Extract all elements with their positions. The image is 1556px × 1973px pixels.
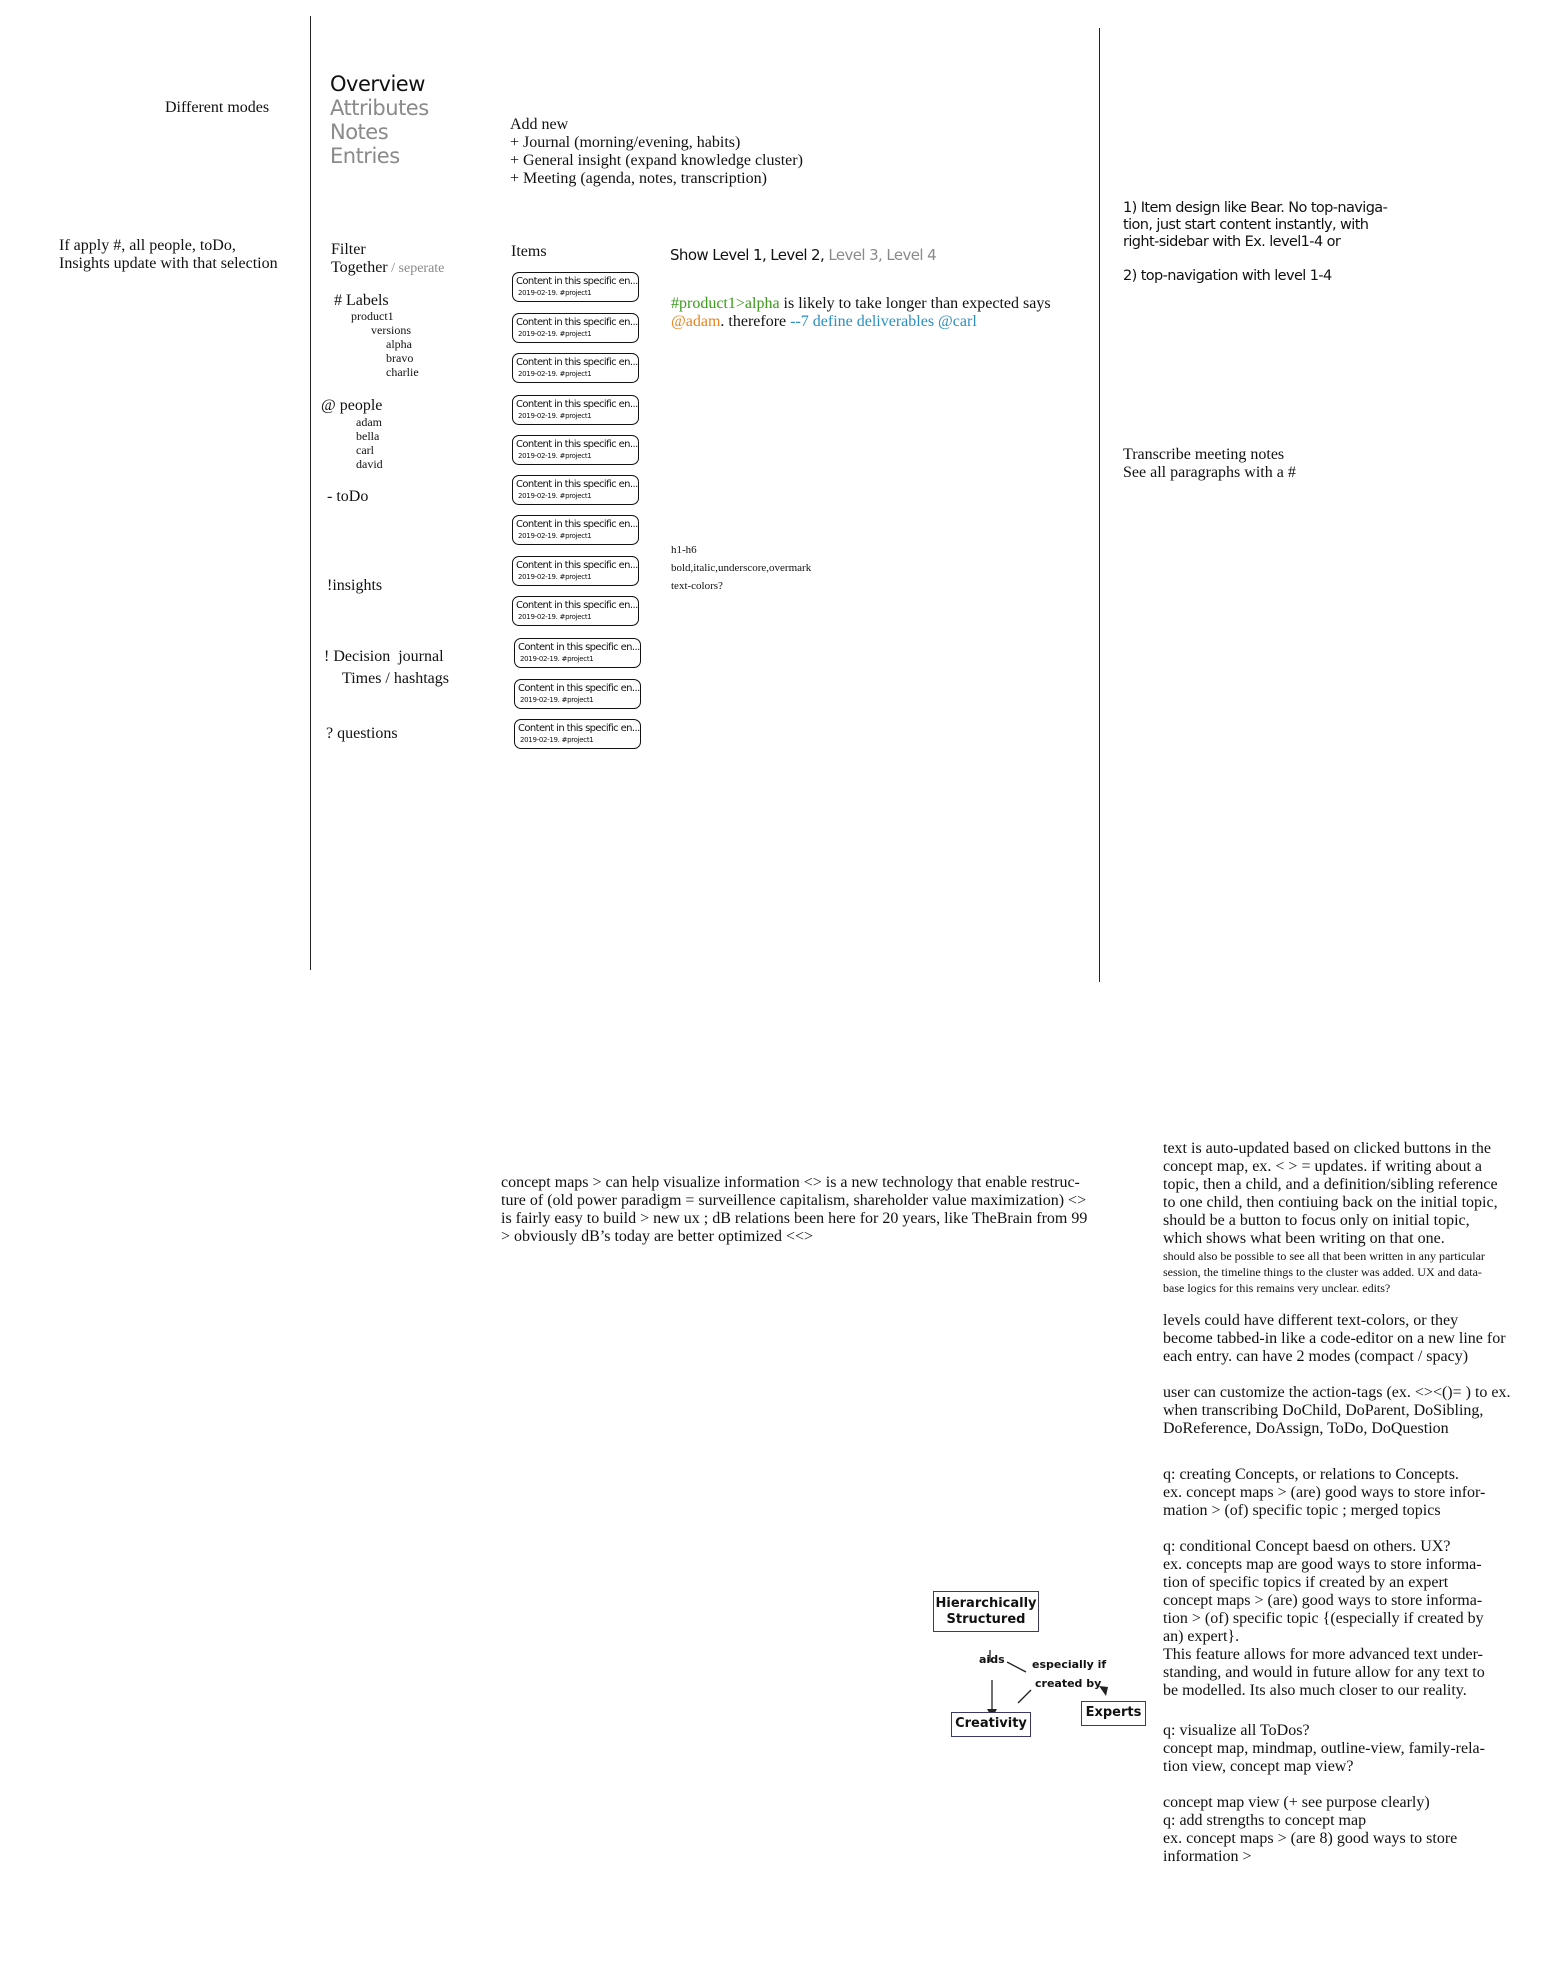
entry-card-text: Content in this specific en... xyxy=(516,399,638,410)
add-insight-button[interactable]: + General insight (expand knowledge cluster) xyxy=(510,152,803,169)
level-1-button[interactable]: Show Level 1 xyxy=(670,246,762,264)
entry-card-meta: 2019-02-19. #project1 xyxy=(518,370,592,378)
design-note-line: tion, just start content instantly, with xyxy=(1123,217,1369,233)
note-line: q: visualize all ToDos? xyxy=(1163,1722,1310,1739)
note-line: q: conditional Concept baesd on others. UX? xyxy=(1163,1538,1451,1555)
person-carl[interactable]: carl xyxy=(356,443,374,457)
note-line: DoReference, DoAssign, ToDo, DoQuestion xyxy=(1163,1420,1449,1437)
level-2-button[interactable]: , Level 2, xyxy=(761,246,825,264)
entry-card[interactable] xyxy=(512,313,639,343)
questions-filter[interactable]: ? questions xyxy=(326,725,398,742)
entry-card-meta: 2019-02-19. #project1 xyxy=(518,532,592,540)
entry-card[interactable] xyxy=(514,719,641,749)
entry-card[interactable] xyxy=(512,435,639,465)
add-new-section xyxy=(510,116,803,188)
entry-content-line-2 xyxy=(671,313,1051,331)
tab-entries[interactable]: Entries xyxy=(330,144,400,168)
design-note-line: right-sidebar with Ex. level1-4 or xyxy=(1123,234,1341,250)
note-line: session, the timeline things to the cluster was added. UX and data- xyxy=(1163,1265,1482,1279)
note-line: q: add strengths to concept map xyxy=(1163,1812,1367,1829)
filter-mode-toggle[interactable] xyxy=(331,259,444,277)
node-experts[interactable]: Experts xyxy=(1081,1701,1146,1726)
mention-link[interactable]: @adam xyxy=(671,313,721,330)
filter-together-option[interactable]: Together xyxy=(331,259,388,276)
filter-separate-option[interactable]: / seperate xyxy=(387,261,445,276)
person-adam[interactable]: adam xyxy=(356,415,382,429)
right-divider xyxy=(1099,28,1100,982)
entry-card-meta: 2019-02-19. #project1 xyxy=(518,492,592,500)
entry-card[interactable] xyxy=(512,515,639,545)
edge-label-especially xyxy=(1032,1655,1106,1693)
note-line: ex. concepts map are good ways to store informa- xyxy=(1163,1556,1482,1573)
note-line: an) expert}. xyxy=(1163,1628,1240,1645)
label-charlie[interactable]: charlie xyxy=(386,365,419,379)
format-note: text-colors? xyxy=(671,580,723,592)
entry-card[interactable] xyxy=(512,353,639,383)
concept-line: concept maps > can help visualize information <> is a new technology that enable restruc- xyxy=(501,1174,1080,1191)
design-note-line: 2) top-navigation with level 1-4 xyxy=(1123,268,1332,284)
tab-overview[interactable]: Overview xyxy=(330,72,425,96)
note-line: base logics for this remains very unclear. edits? xyxy=(1163,1281,1391,1295)
edge-label-line: especially if xyxy=(1032,1658,1107,1671)
label-versions[interactable]: versions xyxy=(371,323,411,337)
entry-card-text: Content in this specific en... xyxy=(516,560,638,571)
note-line: text is auto-updated based on clicked buttons in the xyxy=(1163,1140,1491,1157)
decision-journal-filter[interactable]: ! Decision journal xyxy=(324,648,444,665)
entry-card-meta: 2019-02-19. #project1 xyxy=(518,452,592,460)
tab-notes[interactable]: Notes xyxy=(330,120,389,144)
edge-created-by-line xyxy=(1018,1690,1031,1703)
people-list xyxy=(356,415,383,471)
filter-title: Filter xyxy=(331,241,366,258)
left-divider xyxy=(310,16,311,970)
todo-link[interactable]: --7 define deliverables @carl xyxy=(790,313,977,330)
format-notes xyxy=(671,541,811,595)
entry-card-meta: 2019-02-19. #project1 xyxy=(518,412,592,420)
person-bella[interactable]: bella xyxy=(356,429,380,443)
note-line: standing, and would in future allow for any text to xyxy=(1163,1664,1485,1681)
note-line: tion of specific topics if created by an expert xyxy=(1163,1574,1449,1591)
entry-card-meta: 2019-02-19. #project1 xyxy=(518,289,592,297)
entry-card-meta: 2019-02-19. #project1 xyxy=(520,655,594,663)
note-line: mation > (of) specific topic ; merged topics xyxy=(1163,1502,1441,1519)
filter-note xyxy=(59,237,278,273)
entry-card-text: Content in this specific en... xyxy=(516,439,638,450)
level-4-button[interactable]: Level 4 xyxy=(882,246,937,264)
level-3-button[interactable]: Level 3, xyxy=(824,246,883,264)
entry-card-meta: 2019-02-19. #project1 xyxy=(518,573,592,581)
hashtag-link[interactable]: #product1>alpha xyxy=(671,295,780,312)
note-line: should also be possible to see all that been written in any particular xyxy=(1163,1249,1485,1263)
note-line: topic, then a child, and a definition/sibling reference xyxy=(1163,1176,1498,1193)
entry-card-meta: 2019-02-19. #project1 xyxy=(518,613,592,621)
note-line: information > xyxy=(1163,1848,1252,1865)
person-david[interactable]: david xyxy=(356,457,383,471)
label-product1[interactable]: product1 xyxy=(351,309,394,323)
version-list xyxy=(386,337,419,379)
note-line: be modelled. Its also much closer to our reality. xyxy=(1163,1682,1467,1699)
entry-card[interactable] xyxy=(512,395,639,425)
note-line: ex. concept maps > (are) good ways to store infor- xyxy=(1163,1484,1486,1501)
label-bravo[interactable]: bravo xyxy=(386,351,414,365)
entry-card-meta: 2019-02-19. #project1 xyxy=(520,736,594,744)
node-creativity[interactable]: Creativity xyxy=(951,1712,1031,1737)
modes-note: Different modes xyxy=(165,99,270,116)
format-note: bold,italic,underscore,overmark xyxy=(671,562,812,574)
see-all-note: See all paragraphs with a # xyxy=(1123,464,1296,481)
entry-card[interactable] xyxy=(512,596,639,626)
note-line: to one child, then contiuing back on the initial topic, xyxy=(1163,1194,1498,1211)
note-line: concept map, ex. < > = updates. if writing about a xyxy=(1163,1158,1482,1175)
insights-filter[interactable]: !insights xyxy=(327,577,383,594)
add-new-title: Add new xyxy=(510,116,569,133)
items-title: Items xyxy=(511,243,547,260)
entry-card-meta: 2019-02-19. #project1 xyxy=(520,696,594,704)
concept-line: is fairly easy to build > new ux ; dB relations been here for 20 years, like TheBrain from 99 xyxy=(501,1210,1088,1227)
note-line: each entry. can have 2 modes (compact / spacy) xyxy=(1163,1348,1469,1365)
filter-note-line: Insights update with that selection xyxy=(59,255,278,272)
entry-content-line-1 xyxy=(671,295,1051,313)
entry-card[interactable] xyxy=(514,679,641,709)
node-hierarchically-structured[interactable] xyxy=(933,1591,1039,1632)
entry-card-text: Content in this specific en... xyxy=(518,723,640,734)
entry-card[interactable] xyxy=(512,475,639,505)
labels-filter-title[interactable]: # Labels xyxy=(334,292,389,309)
note-line: concept map, mindmap, outline-view, family-rela- xyxy=(1163,1740,1485,1757)
entry-card-text: Content in this specific en... xyxy=(516,479,638,490)
entry-card-text: Content in this specific en... xyxy=(516,276,638,287)
note-line: which shows what been writing on that one. xyxy=(1163,1230,1445,1247)
entry-card-text: Content in this specific en... xyxy=(518,642,640,653)
entry-text: is likely to take longer than expected says xyxy=(779,295,1051,312)
side-notes xyxy=(1163,1140,1556,1866)
design-note-line: 1) Item design like Bear. No top-naviga- xyxy=(1123,200,1388,216)
entry-card-text: Content in this specific en... xyxy=(516,600,638,611)
times-hashtags-filter[interactable]: Times / hashtags xyxy=(342,670,449,687)
concept-line: ture of (old power paradigm = surveillence capitalism, shareholder value maximization) <> xyxy=(501,1192,1087,1209)
concept-paragraph xyxy=(501,1174,1087,1246)
note-line: ex. concept maps > (are 8) good ways to store xyxy=(1163,1830,1458,1847)
edge-label-line: created by xyxy=(1035,1677,1102,1690)
entry-text: . therefore xyxy=(720,313,791,330)
note-line: tion view, concept map view? xyxy=(1163,1758,1354,1775)
concept-line: > obviously dB’s today are better optimized <<> xyxy=(501,1228,814,1245)
note-line: become tabbed-in like a code-editor on a new line for xyxy=(1163,1330,1506,1347)
edge-especially-line xyxy=(1007,1662,1026,1672)
edge-label-aids: aids xyxy=(979,1653,1005,1666)
note-line: q: creating Concepts, or relations to Concepts. xyxy=(1163,1466,1459,1483)
design-notes xyxy=(1123,200,1387,285)
transcribe-note: Transcribe meeting notes xyxy=(1123,446,1285,463)
entry-card-meta: 2019-02-19. #project1 xyxy=(518,330,592,338)
note-line: levels could have different text-colors, or they xyxy=(1163,1312,1459,1329)
note-line: concept maps > (are) good ways to store informa- xyxy=(1163,1592,1483,1609)
add-meeting-button[interactable]: + Meeting (agenda, notes, transcription) xyxy=(510,170,767,187)
label-alpha[interactable]: alpha xyxy=(386,337,412,351)
add-journal-button[interactable]: + Journal (morning/evening, habits) xyxy=(510,134,741,151)
level-selector xyxy=(670,246,936,264)
note-line: when transcribing DoChild, DoParent, DoSibling, xyxy=(1163,1402,1484,1419)
filter-note-line: If apply #, all people, toDo, xyxy=(59,237,236,254)
entry-card[interactable] xyxy=(514,638,641,668)
entry-content[interactable] xyxy=(671,295,1051,331)
todo-filter[interactable]: - toDo xyxy=(327,488,369,505)
note-line: tion > (of) specific topic {(especially if created by xyxy=(1163,1610,1484,1627)
format-note: h1-h6 xyxy=(671,544,697,556)
entry-card[interactable] xyxy=(512,556,639,586)
note-line: This feature allows for more advanced text under- xyxy=(1163,1646,1483,1663)
entry-card-text: Content in this specific en... xyxy=(516,357,638,368)
entry-card[interactable] xyxy=(512,272,639,302)
node-label: Hierarchically xyxy=(935,1596,1037,1611)
tab-attributes[interactable]: Attributes xyxy=(330,96,429,120)
node-label: Structured xyxy=(946,1612,1026,1627)
note-line: concept map view (+ see purpose clearly) xyxy=(1163,1794,1430,1811)
note-line: user can customize the action-tags (ex. <><()= ) to ex. xyxy=(1163,1384,1511,1401)
entry-card-text: Content in this specific en... xyxy=(518,683,640,694)
note-line: should be a button to focus only on initial topic, xyxy=(1163,1212,1470,1229)
people-filter-title[interactable]: @ people xyxy=(321,397,383,414)
entry-card-text: Content in this specific en... xyxy=(516,519,638,530)
transcribe-notes xyxy=(1123,446,1296,482)
entry-card-text: Content in this specific en... xyxy=(516,317,638,328)
mode-nav xyxy=(330,72,429,168)
